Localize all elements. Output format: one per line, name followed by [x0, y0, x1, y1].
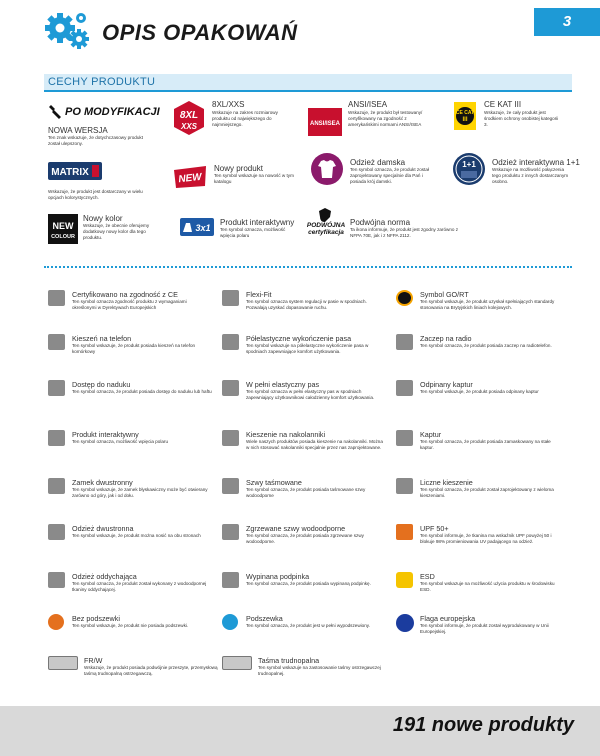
ce-cat3-badge-icon: [452, 102, 478, 130]
interactive-1plus1-icon: [452, 152, 486, 186]
symbol-title: Podszewka: [246, 614, 283, 623]
new-product-badge-icon: [172, 164, 208, 190]
symbol-title: Odzież dwustronna: [72, 524, 134, 533]
symbol-title: Odzież oddychająca: [72, 572, 137, 581]
symbol-title: Bez podszewki: [72, 614, 120, 623]
symbol-title: Dostęp do naduku: [72, 380, 131, 389]
svg-text:1+1: 1+1: [462, 160, 476, 169]
svg-text:III: III: [462, 117, 468, 123]
certification-shield-icon: [318, 208, 332, 222]
taped-seams-icon: [222, 478, 239, 494]
symbol-description: Ten symbol wskazuje, że produkt nie posiada podszewki.: [72, 623, 189, 628]
symbol-title: Symbol GO/RT: [420, 290, 469, 299]
hood-icon: [396, 430, 413, 446]
fr-w-tape-icon: [48, 656, 78, 670]
ce-mark-icon: [48, 290, 65, 306]
symbol-title: Kieszeń na telefon: [72, 334, 132, 343]
symbol-description: Ten symbol wskazuje, że produkt posiada odpinany kaptur: [420, 389, 539, 394]
symbol-title: Zaczep na radio: [420, 334, 472, 343]
interactive-product-icon: [48, 430, 65, 446]
symbol-title: Odpinany kaptur: [420, 380, 473, 389]
matrix-logo: [48, 162, 102, 180]
symbol-title: Kaptur: [420, 430, 442, 439]
symbol-title: Półelastyczne wykończenie pasa: [246, 334, 352, 343]
two-way-zip-icon: [48, 478, 65, 494]
esd-icon: [396, 572, 413, 588]
symbol-description: Ten symbol oznacza, możliwość wpięcia polaru: [72, 439, 168, 444]
symbol-description: Ten symbol oznacza, że produkt został wykonany z wodoodpornej tkaniny oddychającej.: [72, 581, 207, 592]
svg-text:NEW: NEW: [177, 171, 203, 186]
symbol-title: Taśma trudnopalna: [258, 656, 320, 665]
symbol-description: Ten symbol oznacza, że produkt jest w pełni wypodszewiony.: [246, 623, 371, 628]
upf-icon: [396, 524, 413, 540]
kneepad-pocket-icon: [222, 430, 239, 446]
interactive-3x1-icon: [180, 218, 214, 236]
symbol-title: Zamek dwustronny: [72, 478, 133, 487]
symbol-description: Ten symbol oznacza system regulacji w pasie w spodniach. Pozwalają uzyskać dopasowanie ruchu.: [246, 299, 367, 310]
svg-text:8XL: 8XL: [179, 110, 199, 121]
symbol-title: Wypinana podpinka: [246, 572, 310, 581]
symbol-description: Ten symbol oznacza, że produkt posiada dostęp do naduku lub haftu: [72, 389, 212, 394]
reversible-icon: [48, 524, 65, 540]
page-title: OPIS OPAKOWAŃ: [102, 20, 298, 45]
fr-tape-icon: [222, 656, 252, 670]
womens-wear-icon: [310, 152, 344, 186]
embroidery-access-icon: [48, 380, 65, 396]
symbol-title: Zgrzewane szwy wodoodporne: [246, 524, 346, 533]
section-title: CECHY PRODUKTU: [48, 76, 156, 88]
svg-text:ANSI/ISEA: ANSI/ISEA: [309, 121, 341, 127]
unlined-icon: [48, 614, 64, 630]
breathable-icon: [48, 572, 65, 588]
symbol-description: Ten symbol wskazuje, że produkt można nosić na obu stronach: [72, 533, 201, 538]
section-header: [44, 74, 572, 92]
elastic-waist-icon: [222, 380, 239, 396]
modification-logo: PO MODYFIKACJI: [48, 104, 168, 120]
symbol-description: Ten symbol oznacza, że produkt posiada zaczep na radiotelefon.: [420, 343, 552, 348]
symbol-description: Ten symbol oznacza zgodność produktu z wymaganiami określonymi w Dyrektywach Europejskich: [72, 299, 187, 310]
svg-text:XXS: XXS: [180, 122, 198, 131]
symbol-description: Ten symbol wskazuje, że produkt posiada kieszeń na telefon komórkowy: [72, 343, 196, 354]
symbol-description: Wiele naszych produktów posiada kieszenie na nakolanniki. Można w nich stosować nakolanniki specjalnie przez nas zaprojektowane.: [246, 439, 383, 450]
flexi-fit-icon: [222, 290, 239, 306]
dual-certification-logo: PODWÓJNA certyfikacja: [306, 222, 346, 236]
phone-pocket-icon: [48, 334, 65, 350]
symbol-title: Produkt interaktywny: [72, 430, 139, 439]
symbol-title: UPF 50+: [420, 524, 449, 533]
symbol-description: Ten symbol wskazuje na zastosowanie taśmy ostrzegawczej trudnopalnej.: [258, 665, 381, 676]
symbol-description: Ten symbol oznacza, że produkt posiada zgrzewane szwy wodoodporne.: [246, 533, 364, 544]
symbol-title: FR/W: [84, 656, 103, 665]
removable-lining-icon: [222, 572, 239, 588]
symbol-description: Wskazuje, że produkt posiada podwójnie przeszyte, przemysłową taśmą trudnopalną ostrzegawczą.: [84, 665, 218, 676]
page-number: 3: [534, 8, 600, 36]
symbol-description: Ten symbol wskazuje, że zamek błyskawiczny może być otwierany zarówno od góry, jak i od dołu.: [72, 487, 208, 498]
footer-bar: [0, 706, 600, 756]
lined-icon: [222, 614, 238, 630]
gears-icon: [44, 10, 90, 50]
symbol-description: Ten symbol oznacza w pełni elastyczny pas w spodniach zapewniający użytkownikowi całodzienny komfort użytkowania.: [246, 389, 375, 400]
symbol-description: Ten symbol oznacza, że produkt posiada zamaskowany na stałe kaptur.: [420, 439, 551, 450]
welded-seams-icon: [222, 524, 239, 540]
symbol-title: Flexi-Fit: [246, 290, 272, 299]
symbol-title: Liczne kieszenie: [420, 478, 473, 487]
size-range-badge-icon: [172, 100, 206, 136]
symbol-title: W pełni elastyczny pas: [246, 380, 320, 389]
svg-text:NEW: NEW: [52, 221, 74, 231]
wrench-icon: [48, 104, 62, 120]
feature-matrix: MATRIX Wskazuje, że produkt jest dostarczany w wielu opcjach kolorystycznych.: [48, 162, 168, 201]
go-rt-icon: [396, 290, 413, 306]
detachable-hood-icon: [396, 380, 413, 396]
eu-flag-icon: [396, 614, 414, 632]
symbol-title: Szwy taśmowane: [246, 478, 302, 487]
svg-text:COLOUR: COLOUR: [51, 234, 75, 240]
symbol-description: Ten symbol oznacza, że produkt posiada wypinaną podpinkę.: [246, 581, 371, 586]
symbol-description: Ten symbol informuje, że produkt został wyprodukowany w Unii Europejskiej.: [420, 623, 549, 634]
section-divider: [44, 266, 572, 268]
symbol-description: Ten symbol wskazuje, że produkt uzyskał spełniających standardy stosowania na Brytyjskich liniach kolejowych.: [420, 299, 555, 310]
radio-loop-icon: [396, 334, 413, 350]
ansi-isea-logo: [308, 108, 342, 136]
symbol-description: Ten symbol oznacza, że produkt posiada taśmowane szwy wodoodporne: [246, 487, 366, 498]
semi-elastic-waist-icon: [222, 334, 239, 350]
svg-text:CE CAT: CE CAT: [455, 110, 475, 116]
symbol-description: Ten symbol informuje, że tkanina ma wskaźnik UPF powyżej 50 i blokuje 98% promieniowania UV padającego na odzież.: [420, 533, 552, 544]
symbol-description: Ten symbol wskazuje na półelastyczne wykończenie pasa w spodniach zapewniające komfort użytkowania.: [246, 343, 369, 354]
svg-text:3x1: 3x1: [195, 223, 211, 233]
symbol-description: Ten symbol wskazuje na możliwość użycia produktu w środowisku ESD.: [420, 581, 555, 592]
feature-new-version: PO MODYFIKACJI NOWA WERSJA Ten znak wskazuje, że dotychczasowy produkt został ulepszony.: [48, 104, 168, 147]
new-colour-badge-icon: [48, 214, 78, 244]
symbol-title: ESD: [420, 572, 435, 581]
symbol-title: Certyfikowano na zgodność z CE: [72, 290, 178, 299]
multiple-pockets-icon: [396, 478, 413, 494]
svg-text:MATRIX: MATRIX: [51, 167, 89, 178]
symbol-description: Ten symbol oznacza, że produkt został zaprojektowany z wieloma kieszeniami.: [420, 487, 554, 498]
footer-text: 191 nowe produkty: [392, 714, 574, 736]
symbol-title: Kieszenie na nakolanniki: [246, 430, 326, 439]
symbol-title: Flaga europejska: [420, 614, 476, 623]
